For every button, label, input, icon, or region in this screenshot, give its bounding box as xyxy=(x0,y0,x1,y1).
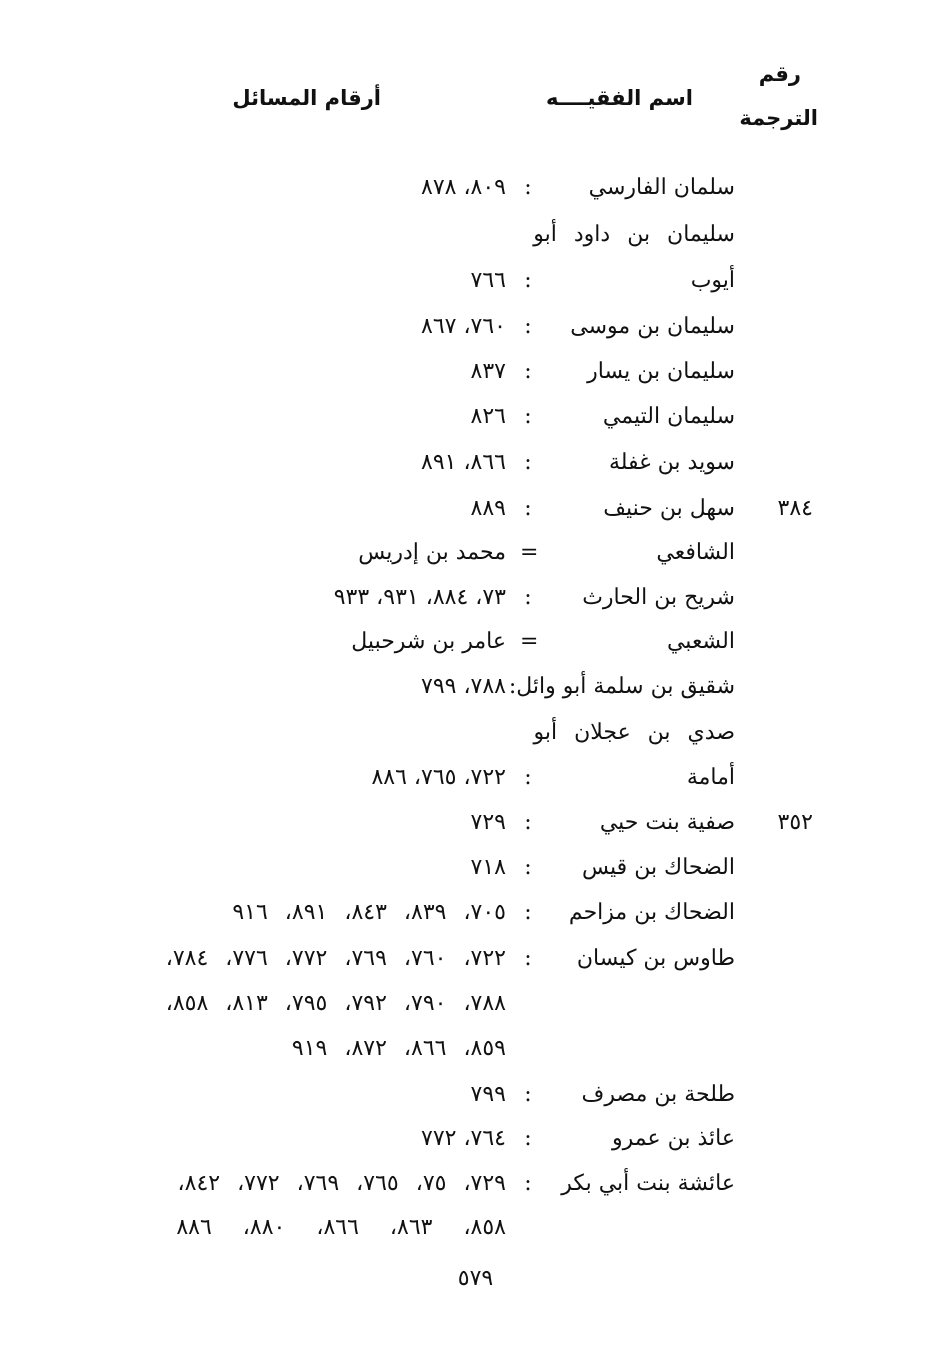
separator: : xyxy=(524,946,532,971)
entry-number: ٣٨٤ xyxy=(777,496,813,521)
jurist-name: شريح بن الحارث xyxy=(582,585,735,610)
issue-numbers: ٨٢٦ xyxy=(470,404,506,429)
separator: : xyxy=(524,404,532,429)
index-row xyxy=(0,576,951,620)
header-issue-numbers: أرقام المسائل xyxy=(232,86,381,110)
index-row xyxy=(0,259,951,303)
separator: : xyxy=(524,1126,532,1151)
index-row xyxy=(0,711,951,755)
separator: : xyxy=(524,496,532,521)
jurist-name: صدي بن عجلان أبو xyxy=(533,720,735,745)
separator: : xyxy=(524,268,532,293)
jurist-name: سويد بن غفلة xyxy=(608,450,735,475)
index-row xyxy=(0,801,951,845)
separator: : xyxy=(524,450,532,475)
separator: : xyxy=(524,900,532,925)
index-row xyxy=(0,982,951,1026)
jurist-name: صفية بنت حيي xyxy=(599,810,735,835)
index-row xyxy=(0,441,951,485)
issue-numbers: ٧١٨ xyxy=(470,855,506,880)
issue-numbers: ٨٨٩ xyxy=(470,496,506,521)
separator: : xyxy=(524,585,532,610)
jurist-name: الضحاك بن مزاحم xyxy=(568,900,735,925)
jurist-name: سلمان الفارسي xyxy=(588,175,735,200)
issue-numbers: ٨٥٩، ٨٦٦، ٨٧٢، ٩١٩ xyxy=(291,1036,506,1061)
jurist-name: عائذ بن عمرو xyxy=(612,1126,735,1151)
header-entry-number-line1: رقم xyxy=(758,62,801,86)
issue-numbers: ٧٠٥، ٨٣٩، ٨٤٣، ٨٩١، ٩١٦ xyxy=(232,900,506,925)
separator: : xyxy=(524,1171,532,1196)
issue-numbers: ٨٠٩، ٨٧٨ xyxy=(421,175,506,200)
index-row xyxy=(0,531,951,575)
index-row xyxy=(0,166,951,210)
separator: : xyxy=(524,1082,532,1107)
issue-numbers: ٧٢٩ xyxy=(470,810,506,835)
jurist-name: سهل بن حنيف xyxy=(603,496,735,521)
jurist-name: عائشة بنت أبي بكر xyxy=(561,1171,735,1196)
index-row xyxy=(0,846,951,890)
jurist-name: أمامة xyxy=(686,765,735,790)
index-row xyxy=(0,350,951,394)
separator: : xyxy=(524,765,532,790)
issue-numbers: ٨٦٦، ٨٩١ xyxy=(421,450,506,475)
jurist-name: شقيق بن سلمة أبو وائل: xyxy=(508,674,735,699)
jurist-name: طاوس بن كيسان xyxy=(576,946,735,971)
jurist-name: سليمان التيمي xyxy=(602,404,735,429)
index-row xyxy=(0,305,951,349)
separator: : xyxy=(524,810,532,835)
index-row xyxy=(0,1027,951,1071)
index-row xyxy=(0,1162,951,1206)
index-row xyxy=(0,891,951,935)
separator: = xyxy=(520,629,539,654)
jurist-name: الضحاك بن قيس xyxy=(582,855,735,880)
jurist-name: الشافعي xyxy=(656,540,735,565)
header-entry-number-line2: الترجمة xyxy=(739,106,818,130)
issue-numbers: ٨٣٧ xyxy=(470,359,506,384)
index-row xyxy=(0,487,951,531)
separator: : xyxy=(524,175,532,200)
issue-numbers: ٧٢٢، ٧٦٥، ٨٨٦ xyxy=(371,765,506,790)
jurist-name: الشعبي xyxy=(666,629,735,654)
jurist-name: سليمان بن يسار xyxy=(587,359,735,384)
issue-numbers: ٧٨٨، ٧٩٠، ٧٩٢، ٧٩٥، ٨١٣، ٨٥٨، xyxy=(165,991,506,1016)
index-row xyxy=(0,1073,951,1117)
cross-reference: عامر بن شرحبيل xyxy=(351,629,506,654)
separator: = xyxy=(520,540,539,565)
jurist-name: سليمان بن موسى xyxy=(570,314,735,339)
issue-numbers: ٧٦٦ xyxy=(470,268,506,293)
index-row xyxy=(0,756,951,800)
index-row xyxy=(0,213,951,257)
separator: : xyxy=(524,314,532,339)
issue-numbers: ٧٨٨، ٧٩٩ xyxy=(421,674,506,699)
separator: : xyxy=(524,359,532,384)
jurist-name: سليمان بن داود أبو xyxy=(533,222,735,247)
index-row xyxy=(0,665,951,709)
issue-numbers: ٧٣، ٨٨٤، ٩٣١، ٩٣٣ xyxy=(333,585,506,610)
entry-number: ٣٥٢ xyxy=(777,810,813,835)
jurist-name: طلحة بن مصرف xyxy=(581,1082,735,1107)
index-row xyxy=(0,1117,951,1161)
index-row xyxy=(0,937,951,981)
index-row xyxy=(0,1206,951,1250)
cross-reference: محمد بن إدريس xyxy=(358,540,506,565)
jurist-name: أيوب xyxy=(690,268,735,293)
separator: : xyxy=(524,855,532,880)
index-row xyxy=(0,395,951,439)
page-number: ٥٧٩ xyxy=(457,1266,494,1291)
issue-numbers: ٧٦٤، ٧٧٢ xyxy=(421,1126,506,1151)
header-jurist-name: اسم الفقيــــه xyxy=(546,86,693,110)
issue-numbers: ٧٩٩ xyxy=(470,1082,506,1107)
index-row xyxy=(0,620,951,664)
issue-numbers: ٧٢٢، ٧٦٠، ٧٦٩، ٧٧٢، ٧٧٦، ٧٨٤، xyxy=(165,946,506,971)
issue-numbers: ٨٥٨، ٨٦٣، ٨٦٦، ٨٨٠، ٨٨٦ xyxy=(176,1215,506,1240)
issue-numbers: ٧٢٩، ٧٥، ٧٦٥، ٧٦٩، ٧٧٢، ٨٤٢، xyxy=(177,1171,506,1196)
issue-numbers: ٧٦٠، ٨٦٧ xyxy=(421,314,506,339)
